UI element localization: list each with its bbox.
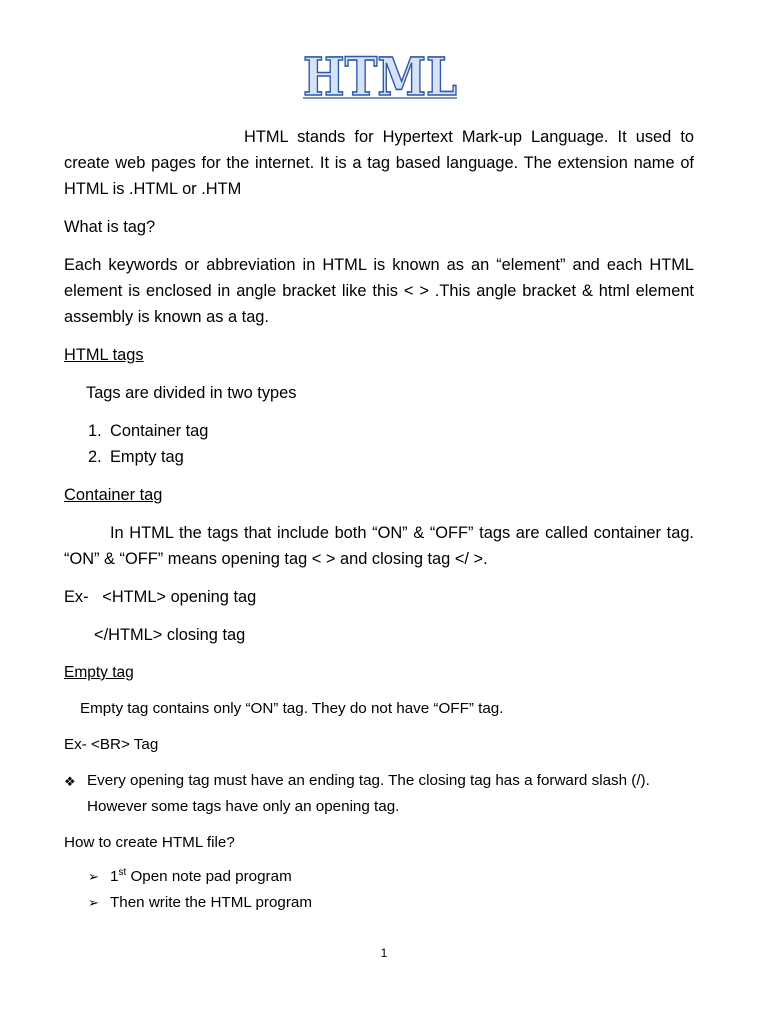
step-label: Open note pad program xyxy=(126,868,292,885)
list-number: 1. xyxy=(88,422,102,440)
html-tags-heading: HTML tags xyxy=(64,346,144,364)
list-item xyxy=(88,418,694,444)
list-label: Container tag xyxy=(110,422,209,440)
list-label: Empty tag xyxy=(110,448,184,466)
step-ordinal-suffix: st xyxy=(118,866,127,878)
arrow-bullet-icon: ➢ xyxy=(88,895,99,910)
list-item xyxy=(88,444,694,470)
page-number: 1 xyxy=(380,946,388,960)
list-item xyxy=(88,864,694,890)
diamond-bullet-icon: ❖ xyxy=(64,774,76,789)
container-example-opening: Ex- <HTML> opening tag xyxy=(64,588,257,606)
document-body xyxy=(64,124,694,916)
list-item xyxy=(88,890,694,916)
what-is-tag-question: What is tag? xyxy=(64,218,156,236)
step-label: Then write the HTML program xyxy=(110,894,313,911)
html-logo-graphic xyxy=(300,47,460,108)
list-number: 2. xyxy=(88,448,102,466)
container-tag-description: In HTML the tags that include both “ON” & “OFF” tags are called container tag. “ON” & “OFF” means opening tag < > and closing tag </ >. xyxy=(64,524,694,568)
step-text xyxy=(110,864,292,890)
tag-types-list xyxy=(64,418,694,470)
step-ordinal: 1 xyxy=(110,868,119,885)
html-title-logo xyxy=(300,47,460,108)
container-tag-heading: Container tag xyxy=(64,486,163,504)
empty-tag-example: Ex- <BR> Tag xyxy=(64,736,159,753)
tag-types-intro: Tags are divided in two types xyxy=(86,384,297,402)
empty-tag-description: Empty tag contains only “ON” tag. They do not have “OFF” tag. xyxy=(80,700,504,717)
empty-tag-heading: Empty tag xyxy=(64,664,134,681)
how-to-question: How to create HTML file? xyxy=(64,834,235,851)
how-to-steps xyxy=(64,864,694,916)
note-text: Every opening tag must have an ending tag. The closing tag has a forward slash (/). However some tags have only an opening tag. xyxy=(87,772,650,815)
what-is-tag-answer: Each keywords or abbreviation in HTML is known as an “element” and each HTML element is enclosed in angle bracket like this < > .This angle bracket & html element assembly is known as a tag. xyxy=(64,256,694,326)
container-example-closing: </HTML> closing tag xyxy=(94,626,246,644)
note-bullet xyxy=(64,768,694,820)
html-logo-text: HTML xyxy=(303,47,457,108)
arrow-bullet-icon: ➢ xyxy=(88,869,99,884)
intro-paragraph: HTML stands for Hypertext Mark-up Language. It used to create web pages for the internet. It is a tag based language. The extension name of HTML is .HTML or .HTM xyxy=(64,128,694,198)
